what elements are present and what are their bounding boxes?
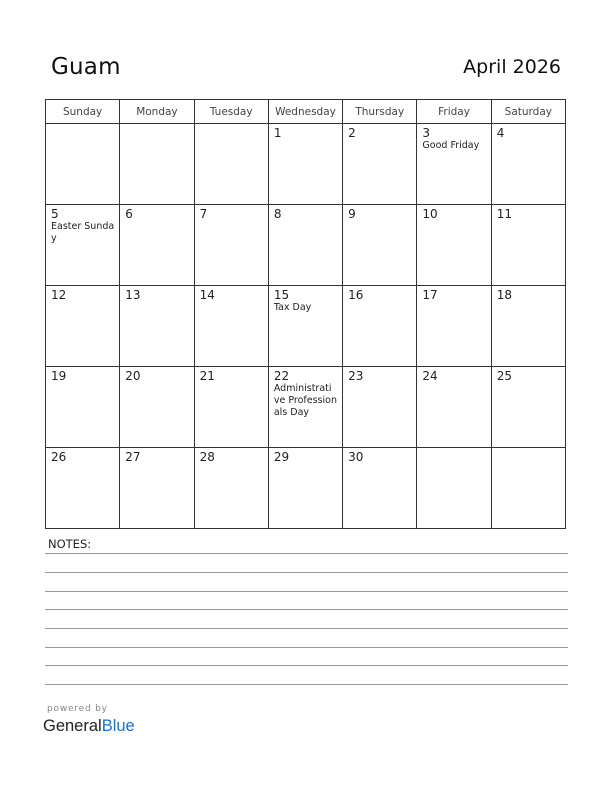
day-cell [120,205,194,286]
weekday-header-row [46,100,566,124]
day-cell [268,448,342,529]
day-number: 9 [348,207,356,221]
powered-by-text: powered by [47,704,108,714]
day-cell [120,124,194,205]
day-cell [343,205,417,286]
calendar-grid [45,99,566,529]
day-cell [120,286,194,367]
note-line [45,665,568,666]
day-cell [194,367,268,448]
calendar-weeks [46,124,566,529]
holiday-label: Good Friday [422,140,480,151]
day-number: 10 [422,207,438,221]
day-number: 14 [199,288,215,302]
day-number: 5 [51,207,59,221]
day-number: 11 [496,207,512,221]
day-number: 23 [348,369,364,383]
day-cell [194,124,268,205]
day-number: 12 [51,288,67,302]
day-cell [343,448,417,529]
day-cell [46,367,120,448]
day-number: 24 [422,369,438,383]
note-line [45,572,568,573]
notes-label: NOTES: [48,537,92,551]
day-number: 19 [51,369,67,383]
day-cell [417,367,491,448]
day-number: 1 [273,126,282,140]
day-cell [46,286,120,367]
day-number: 29 [273,450,290,464]
weekday-wednesday: Wednesday [268,100,342,124]
day-number: 2 [348,126,356,140]
day-number: 13 [125,288,141,302]
day-number: 8 [273,207,282,221]
day-number: 26 [51,450,67,464]
weekday-friday: Friday [417,100,491,124]
note-line [45,609,568,610]
generalblue-logo [43,717,135,736]
day-cell [491,205,565,286]
day-cell [491,448,565,529]
day-cell [343,286,417,367]
day-cell [417,205,491,286]
day-cell [491,367,565,448]
note-line [45,647,568,648]
day-cell [491,124,565,205]
weekday-tuesday: Tuesday [194,100,268,124]
day-number: 15 [273,288,290,302]
day-number: 30 [348,450,364,464]
day-cell [120,448,194,529]
brand-general: General [43,717,102,735]
day-cell [268,124,342,205]
weekday-sunday: Sunday [46,100,120,124]
day-number: 21 [199,369,215,383]
day-number: 28 [199,450,215,464]
day-cell [343,367,417,448]
day-number: 7 [199,207,208,221]
day-number: 25 [496,369,512,383]
day-number: 16 [348,288,364,302]
day-number: 17 [422,288,438,302]
day-number: 18 [496,288,512,302]
week-row [46,205,566,286]
day-number: 6 [125,207,133,221]
week-row [46,286,566,367]
day-number: 20 [125,369,141,383]
day-cell [46,205,120,286]
note-line [45,684,568,685]
day-cell [417,286,491,367]
note-line [45,628,568,629]
day-cell [343,124,417,205]
brand-blue: Blue [101,717,135,735]
note-line [45,553,568,554]
day-cell [491,286,565,367]
weekday-monday: Monday [120,100,194,124]
weekday-saturday: Saturday [491,100,565,124]
holiday-label: Easter Sunday [51,221,115,244]
calendar-location-title: Guam [51,54,121,80]
week-row [46,367,566,448]
day-cell [194,448,268,529]
week-row [46,448,566,529]
day-cell [417,448,491,529]
week-row [46,124,566,205]
day-number: 27 [125,450,141,464]
day-cell [46,448,120,529]
holiday-label: Tax Day [273,302,312,313]
weekday-thursday: Thursday [343,100,417,124]
day-cell [194,286,268,367]
calendar-month-year: April 2026 [463,56,561,78]
day-number: 22 [273,369,290,383]
day-cell [194,205,268,286]
day-cell [46,124,120,205]
day-number: 3 [422,126,431,140]
holiday-label: Administrative Professionals Day [273,383,337,418]
day-cell [268,367,342,448]
day-cell [120,367,194,448]
note-line [45,591,568,592]
day-cell [268,205,342,286]
day-cell [268,286,342,367]
day-number: 4 [496,126,505,140]
day-cell [417,124,491,205]
